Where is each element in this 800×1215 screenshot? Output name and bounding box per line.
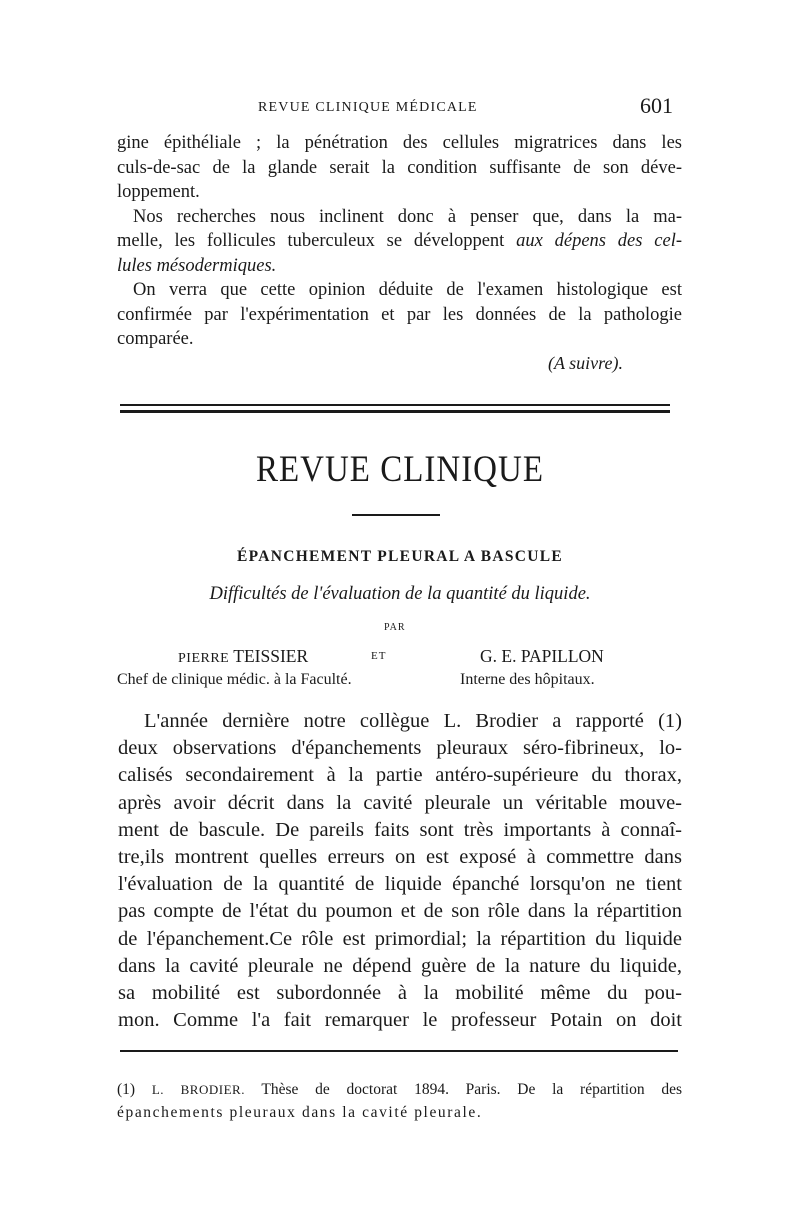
text-line: calisés secondairement à la partie antéro-supérieure du thorax, bbox=[118, 764, 682, 787]
text-line: dans la cavité pleurale ne dépend guère de la nature du liquide, bbox=[118, 954, 682, 977]
text-line: tre,ils montrent quelles erreurs on est exposé à commettre dans bbox=[118, 846, 682, 869]
text-line: de l'épanchement.Ce rôle est primordial; la répartition du liquide bbox=[118, 927, 682, 950]
by-label: PAR bbox=[384, 622, 406, 633]
article-body bbox=[118, 708, 682, 1034]
to-be-continued: (A suivre). bbox=[548, 353, 623, 373]
author-2-name: G. E. PAPILLON bbox=[480, 646, 604, 666]
text-line: On verra que cette opinion déduite de l'examen histologique est bbox=[133, 280, 682, 300]
text-line: L'année dernière notre collègue L. Brodier a rapporté (1) bbox=[144, 710, 682, 732]
text-line bbox=[117, 229, 682, 254]
text-line: confirmée par l'expérimentation et par les données de la pathologie bbox=[117, 304, 682, 325]
running-header-title: REVUE CLINIQUE MÉDICALE bbox=[258, 100, 478, 115]
separator-rule-top bbox=[120, 404, 670, 406]
article-title: ÉPANCHEMENT PLEURAL A BASCULE bbox=[236, 548, 564, 565]
and-label: ET bbox=[371, 650, 387, 662]
text-line: lules mésodermiques. bbox=[117, 255, 277, 276]
italic-segment: aux dépens des cel- bbox=[516, 231, 682, 251]
author-1-last: TEISSIER bbox=[233, 646, 309, 666]
footnote-line-1 bbox=[117, 1078, 682, 1101]
author-1-name bbox=[178, 646, 308, 667]
text-line: après avoir décrit dans la cavité pleurale un véritable mouve- bbox=[118, 791, 682, 814]
text-line: deux observations d'épanchements pleuraux séro-fibrineux, lo- bbox=[118, 737, 682, 760]
text-line: pas compte de l'état du poumon et de son rôle dans la répartition bbox=[118, 900, 682, 923]
text-line: sa mobilité est subordonnée à la mobilité même du pou- bbox=[118, 982, 682, 1005]
text-line: Nos recherches nous inclinent donc à penser que, dans la ma- bbox=[133, 206, 682, 227]
previous-article-text bbox=[117, 131, 682, 352]
footnote bbox=[117, 1078, 682, 1124]
page-number: 601 bbox=[640, 93, 673, 118]
footnote-author: L. BRODIER. bbox=[151, 1082, 245, 1097]
text-line: culs-de-sac de la glande serait la condition suffisante de son déve- bbox=[117, 157, 682, 178]
article-subtitle: Difficultés de l'évaluation de la quantité du liquide. bbox=[209, 584, 591, 604]
text-line: l'évaluation de la quantité de liquide épanché lorsqu'on ne tient bbox=[118, 873, 682, 896]
author-2-role: Interne des hôpitaux. bbox=[460, 671, 595, 688]
footnote-rule bbox=[120, 1050, 678, 1052]
section-title: REVUE CLINIQUE bbox=[255, 449, 545, 491]
text-line: ment de bascule. De pareils faits sont très importants à connaî- bbox=[118, 818, 682, 841]
text-line: gine épithéliale ; la pénétration des cellules migratrices dans les bbox=[117, 133, 682, 153]
footnote-line-2: épanchements pleuraux dans la cavité pleurale. bbox=[117, 1104, 483, 1121]
separator-rule-bottom bbox=[120, 410, 670, 413]
text-segment: melle, les follicules tuberculeux se développent bbox=[117, 231, 505, 251]
text-line: comparée. bbox=[117, 329, 194, 349]
footnote-text: Thèse de doctorat 1894. Paris. De la répartition des bbox=[261, 1081, 683, 1098]
author-1-first: PIERRE bbox=[178, 651, 230, 666]
footnote-marker: (1) bbox=[117, 1081, 136, 1098]
author-1-role: Chef de clinique médic. à la Faculté. bbox=[117, 671, 352, 688]
title-underline bbox=[352, 514, 440, 516]
text-line: mon. Comme l'a fait remarquer le professeur Potain on doit bbox=[118, 1009, 682, 1032]
text-line: loppement. bbox=[117, 182, 200, 202]
